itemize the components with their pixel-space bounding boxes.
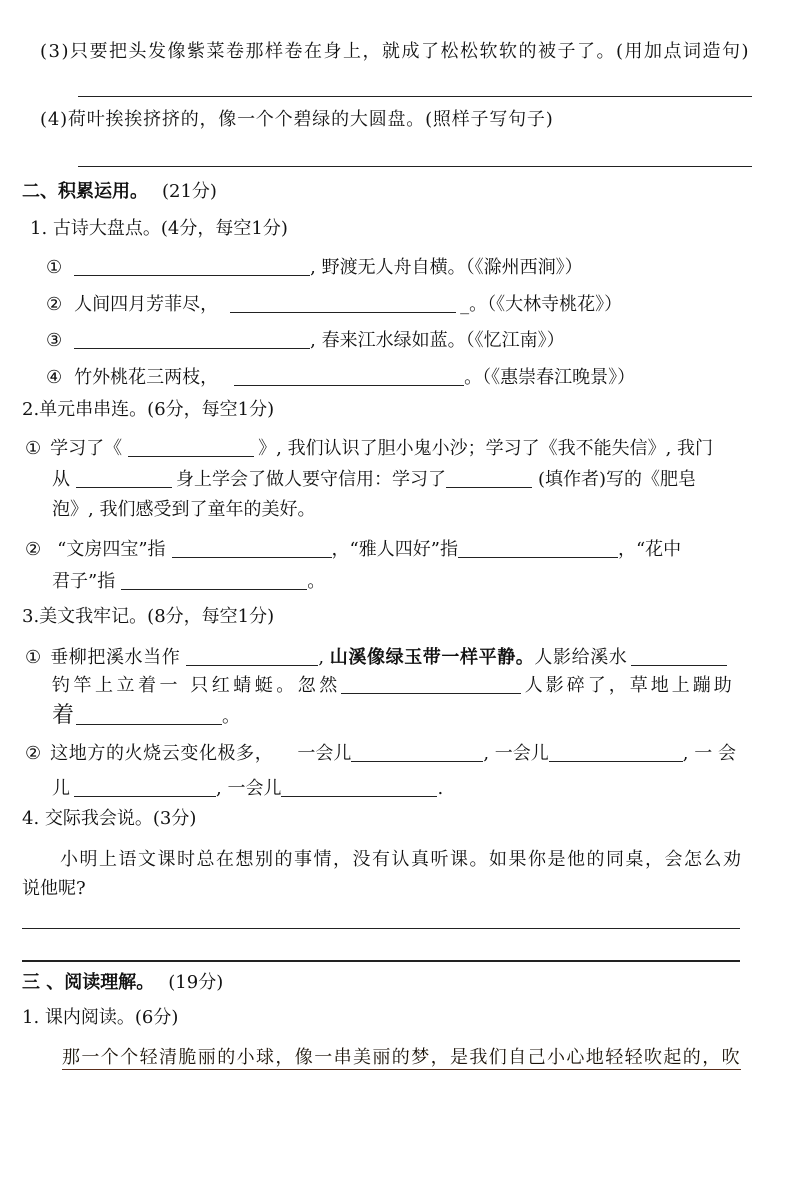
answer-blank [230,295,456,313]
unit-q2-line2 [52,571,325,593]
question-text: (填作者)写的《肥皂 [538,469,697,490]
answer-blank [74,331,310,349]
question-text: , [318,647,330,668]
answer-blank [172,540,332,558]
item-mark: ④ [46,367,63,388]
question-text: 。 [222,706,241,727]
poem-text: _。（《大林寺桃花》） [460,294,623,315]
question-text: 儿 [52,778,70,799]
item-mark: ① [46,257,63,278]
question-text: 山溪像绿玉带一样平静。 [329,647,535,668]
memory-q1-line3 [52,705,240,727]
section-title: 二、积累运用。 [22,181,148,202]
question-text: 》, 我们认识了胆小鬼小沙；学习了《我不能失信》, 我门 [258,438,714,459]
question-text: 荷叶挨挨挤挤的，像一个个碧绿的大圆盘。 [67,109,426,130]
answer-blank [234,368,464,386]
question-text: 身上学会了做人要守信用：学习了 [176,469,446,490]
question-text: 着 [52,703,75,728]
memory-q2-line2 [52,778,443,800]
poem-text: , 春来江水绿如蓝。（《忆江南》） [310,330,565,351]
poems-heading: 1. 古诗大盘点。(4分，每空1分) [30,218,288,239]
question-text: ，“花中 [617,539,682,560]
answer-blank [351,744,483,762]
answer-line [78,166,752,167]
section-heading [22,972,223,994]
question-3 [40,41,750,63]
question-text: . [437,778,444,799]
poem-text: 人间四月芳菲尽， [74,294,219,315]
section-heading [22,181,217,203]
question-text: 一会儿 [297,743,352,764]
section-score: (19分) [168,972,224,993]
item-mark: ② [25,539,42,560]
question-text: 钓竿上立着一 只红蜻蜓。忽然 [52,675,341,696]
poem-text: 竹外桃花三两枝， [74,367,219,388]
item-mark: ① [25,438,42,459]
reading-passage [62,1047,741,1069]
unit-q1-line1 [25,438,713,460]
question-number: (3) [40,41,70,62]
question-text: 君子”指 [52,571,116,592]
memory-heading: 3.美文我牢记。(8分，每空1分) [22,606,275,627]
comm-text: 说他呢? [22,878,86,899]
answer-blank [446,470,532,488]
poem-item [46,294,622,316]
answer-blank [281,779,437,797]
answer-blank [121,572,307,590]
question-text: ，“雅人四好”指 [331,539,458,560]
memory-q2-line1 [25,743,736,765]
memory-q1-line1 [25,647,727,669]
item-mark: ② [25,743,42,764]
answer-blank [76,470,172,488]
question-text: 只要把头发像紫菜卷那样卷在身上，就成了松松软软的被子了。 [70,41,616,62]
answer-blank [74,779,216,797]
answer-line [78,96,752,97]
question-text: 这地方的火烧云变化极多， [50,743,274,764]
question-text: 人影给溪水 [534,647,628,668]
unit-q2-line1 [25,539,681,561]
unit-heading: 2.单元串串连。(6分，每空1分) [22,399,275,420]
answer-blank [186,648,318,666]
answer-line [22,960,740,962]
question-text: 垂柳把溪水当作 [50,647,181,668]
poem-text: , 野渡无人舟自横。（《滁州西涧》） [310,257,583,278]
question-4 [40,109,554,131]
section-title: 三 、阅读理解。 [22,972,155,993]
answer-blank [631,648,727,666]
question-hint: (照样子写句子) [425,109,554,130]
answer-blank [76,707,222,725]
question-text: 学习了《 [50,438,123,459]
answer-blank [458,540,618,558]
section-score: (21分) [162,181,217,202]
item-mark: ② [46,294,63,315]
question-text: 从 [52,469,70,490]
unit-q1-line2 [52,469,696,491]
poem-text: 。（《惠崇春江晚景》） [464,367,636,388]
question-text: 人影碎了，草地上蹦助 [524,675,735,696]
question-text: “文房四宝”指 [57,539,166,560]
unit-q1-line3: 泡》, 我们感受到了童年的美好。 [52,499,316,520]
question-text: , 一 会 [682,743,736,764]
poem-item [46,330,565,352]
item-mark: ③ [46,330,63,351]
answer-blank [74,258,310,276]
answer-line [22,928,740,929]
answer-blank [341,676,521,694]
question-text: 。 [307,571,326,592]
memory-q1-line2 [52,675,735,697]
passage-text: 那一个个轻清脆丽的小球，像一串美丽的梦，是我们自己小心地轻轻吹起的，吹 [62,1047,741,1068]
reading-heading: 1. 课内阅读。(6分) [22,1007,179,1028]
poem-item [46,367,635,389]
question-text: , 一会儿 [483,743,549,764]
question-hint: (用加点词造句) [616,41,751,62]
comm-heading: 4. 交际我会说。(3分) [22,808,197,829]
question-text: , 一会儿 [216,778,282,799]
answer-blank [549,744,683,762]
poem-item [46,257,583,279]
answer-blank [128,439,254,457]
item-mark: ① [25,647,42,668]
comm-text: 小明上语文课时总在想别的事情，没有认真听课。如果你是他的同桌，会怎么劝 [60,849,743,870]
question-number: (4) [40,109,68,130]
